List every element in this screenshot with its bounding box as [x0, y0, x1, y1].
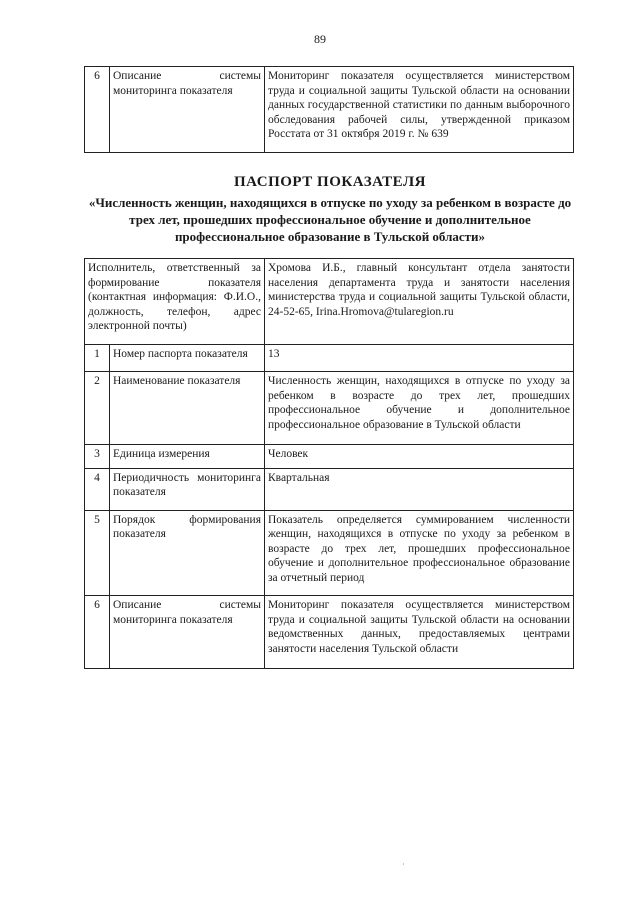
executor-value: Хромова И.Б., главный консультант отдела занятости населения департамента труда и занятости населения министерства труда и социальной защиты Тульской области, 24-52-65, Irina.Hromova@tularegion.ru: [265, 259, 574, 345]
executor-label: Исполнитель, ответственный за формирование показателя (контактная информация: Ф.И.О., должность, телефон, адрес электронной почты): [85, 259, 265, 345]
table-row: [85, 344, 574, 372]
table-row: [85, 596, 574, 669]
scan-speck-mark: ·: [402, 860, 405, 869]
table-row: [85, 67, 574, 153]
table-row: [85, 510, 574, 596]
row-value: Показатель определяется суммированием численности женщин, находящихся в отпуске по уходу за ребенком в возрасте до трех лет, прошедших профессиональное обучение и дополнительное профессиональное образование за отчетный период: [265, 510, 574, 596]
row-number: 4: [85, 468, 110, 510]
row-value: 13: [265, 344, 574, 372]
row-number: 5: [85, 510, 110, 596]
row-number: 2: [85, 372, 110, 445]
row-value: Численность женщин, находящихся в отпуске по уходу за ребенком в возрасте до трех лет, прошедших профессиональное обучение и дополнительное профессиональное образование в Тульской области: [265, 372, 574, 445]
passport-title-block: [80, 174, 580, 245]
row-label: Порядок формирования показателя: [110, 510, 265, 596]
table-row: [85, 468, 574, 510]
row-label: Описание системы мониторинга показателя: [110, 67, 265, 153]
table-row: [85, 445, 574, 469]
row-number: 1: [85, 344, 110, 372]
passport-table: [84, 258, 574, 669]
row-value: Мониторинг показателя осуществляется министерством труда и социальной защиты Тульской области на основании данных государственной статистики по данным выборочного обследования рабочей силы, утвержденной приказом Росстата от 31 октября 2019 г. № 639: [265, 67, 574, 153]
passport-subtitle: «Численность женщин, находящихся в отпуске по уходу за ребенком в возрасте до трех лет, прошедших профессиональное обучение и дополнительное профессиональное образование в Тульской области»: [88, 195, 572, 244]
row-label: Единица измерения: [110, 445, 265, 469]
row-value: Мониторинг показателя осуществляется министерством труда и социальной защиты Тульской области на основании ведомственных данных, предоставляемых центрами занятости населения Тульской области: [265, 596, 574, 669]
passport-title: ПАСПОРТ ПОКАЗАТЕЛЯ: [234, 174, 426, 190]
row-label: Описание системы мониторинга показателя: [110, 596, 265, 669]
executor-row: [85, 259, 574, 345]
page-number: 89: [314, 32, 326, 46]
row-label: Наименование показателя: [110, 372, 265, 445]
monitoring-table-continuation: [84, 66, 574, 153]
row-label: Номер паспорта показателя: [110, 344, 265, 372]
row-number: 6: [85, 596, 110, 669]
row-number: 3: [85, 445, 110, 469]
row-value: Квартальная: [265, 468, 574, 510]
table-row: [85, 372, 574, 445]
row-number: 6: [85, 67, 110, 153]
row-value: Человек: [265, 445, 574, 469]
row-label: Периодичность мониторинга показателя: [110, 468, 265, 510]
